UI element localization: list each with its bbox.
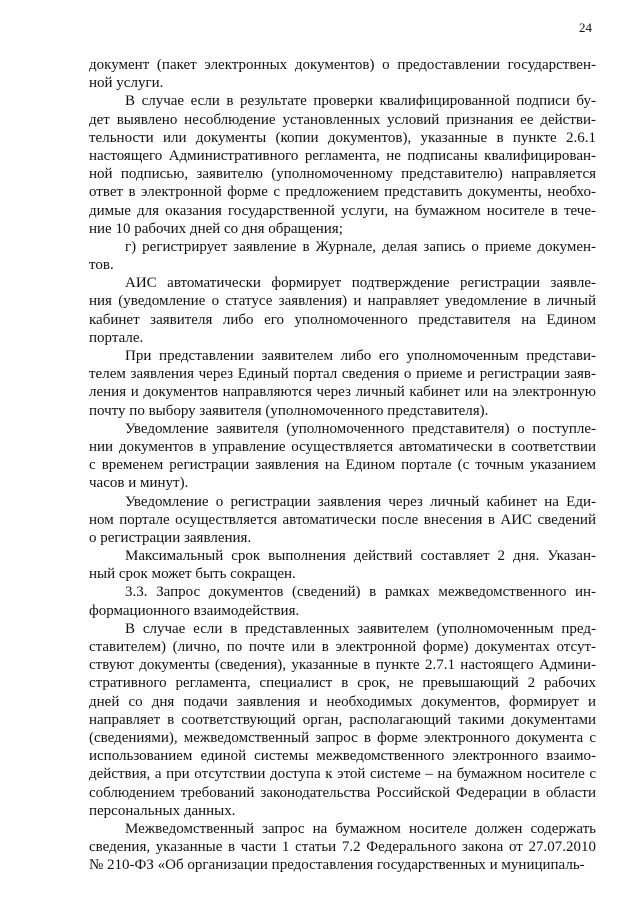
paragraph [89, 274, 596, 347]
text-line: тельности или документы (копии документов), указанные в пункте 2.6.1 [89, 129, 596, 146]
document-body [89, 56, 596, 874]
paragraph [89, 547, 596, 583]
text-line: направляет в соответствующий орган, располагающий такими документами [89, 711, 596, 728]
text-line: АИС автоматически формирует подтверждение регистрации заявле- [125, 275, 596, 292]
text-line: о регистрации заявления. [89, 529, 252, 546]
text-line: действия, а при отсутствии доступа к этой системе – на бумажном носителе с [89, 766, 596, 783]
text-line: г) регистрирует заявление в Журнале, делая запись о приеме докумен- [125, 238, 596, 255]
text-line: В случае если в представленных заявителем (уполномоченным пред- [125, 620, 596, 637]
text-line: использованием единой системы межведомственного электронного взаимо- [89, 748, 596, 765]
text-line: (сведениями), межведомственный запрос в форме электронного документа с [89, 729, 596, 746]
page-number: 24 [579, 20, 592, 35]
text-line: димые для оказания государственной услуги, на бумажном носителе в тече- [89, 202, 596, 219]
paragraph [89, 238, 596, 274]
paragraph [89, 92, 596, 238]
text-line: персональных данных. [89, 802, 236, 819]
text-line: с временем регистрации заявления на Едином портале (с точным указанием [89, 457, 596, 474]
paragraph [89, 820, 596, 875]
text-line: ной услуги. [89, 75, 164, 92]
text-line: ответ в электронной форме с предложением представить документы, необхо- [89, 184, 596, 201]
text-line: Уведомление заявителя (уполномоченного представителя) о поступле- [125, 420, 596, 437]
text-line: нии документов в управление осуществляется автоматически в соответствии [89, 438, 596, 455]
text-line: настоящего Административного регламента, не подписаны квалифицирован- [89, 147, 596, 164]
text-line: стративного регламента, специалист в срок, не превышающий 2 рабочих [89, 675, 596, 692]
paragraph [89, 347, 596, 420]
text-line: документ (пакет электронных документов) о предоставлении государствен- [89, 57, 596, 73]
text-line: сведения, указанные в части 1 статьи 7.2 Федерального закона от 27.07.2010 [89, 839, 596, 856]
text-line: Максимальный срок выполнения действий составляет 2 дня. Указан- [125, 548, 596, 565]
text-line: ной подписью, заявителю (уполномоченному представителю) направляется [89, 166, 596, 183]
text-line: ный срок может быть сокращен. [89, 566, 296, 583]
text-line: соблюдением требований законодательства Российской Федерации в области [89, 784, 596, 801]
paragraph [89, 56, 596, 92]
text-line: ние 10 рабочих дней со дня обращения; [89, 220, 343, 237]
paragraph [89, 583, 596, 619]
text-line: дней со дня подачи заявления и необходимых документов, формирует и [89, 693, 596, 710]
text-line: дет выявлено несоблюдение установленных условий признания ее действи- [89, 111, 596, 128]
text-line: ствуют документы (сведения), указанные в пункте 2.7.1 настоящего Админи- [89, 657, 596, 674]
text-line: ления и документов направляются через личный кабинет или на электронную [89, 384, 596, 401]
text-line: 3.3. Запрос документов (сведений) в рамках межведомственного ин- [125, 584, 596, 601]
text-line: № 210-ФЗ «Об организации предоставления государственных и муниципаль- [89, 857, 585, 874]
text-line: В случае если в результате проверки квалифицированной подписи бу- [125, 93, 596, 110]
text-line: телем заявления через Единый портал сведения о приеме и регистрации заяв- [89, 366, 596, 383]
text-line: портале. [89, 329, 144, 346]
text-line: тов. [89, 257, 114, 274]
text-line: ном портале осуществляется автоматически после внесения в АИС сведений [89, 511, 596, 528]
paragraph [89, 620, 596, 820]
text-line: почту по выбору заявителя (уполномоченного представителя). [89, 402, 489, 419]
text-line: ния (уведомление о статусе заявления) и направляет уведомление в личный [89, 293, 596, 310]
text-line: Уведомление о регистрации заявления через личный кабинет на Еди- [125, 493, 596, 510]
text-line: Межведомственный запрос на бумажном носителе должен содержать [125, 820, 596, 837]
text-line: При представлении заявителем либо его уполномоченным представи- [125, 348, 596, 364]
text-line: кабинет заявителя либо его уполномоченного представителя на Едином [89, 311, 596, 328]
paragraph [89, 493, 596, 548]
text-line: формационного взаимодействия. [89, 602, 300, 619]
text-line: ставителем) (лично, по почте или в электронной форме) документах отсут- [89, 639, 596, 655]
text-line: часов и минут). [89, 475, 189, 492]
paragraph [89, 420, 596, 493]
